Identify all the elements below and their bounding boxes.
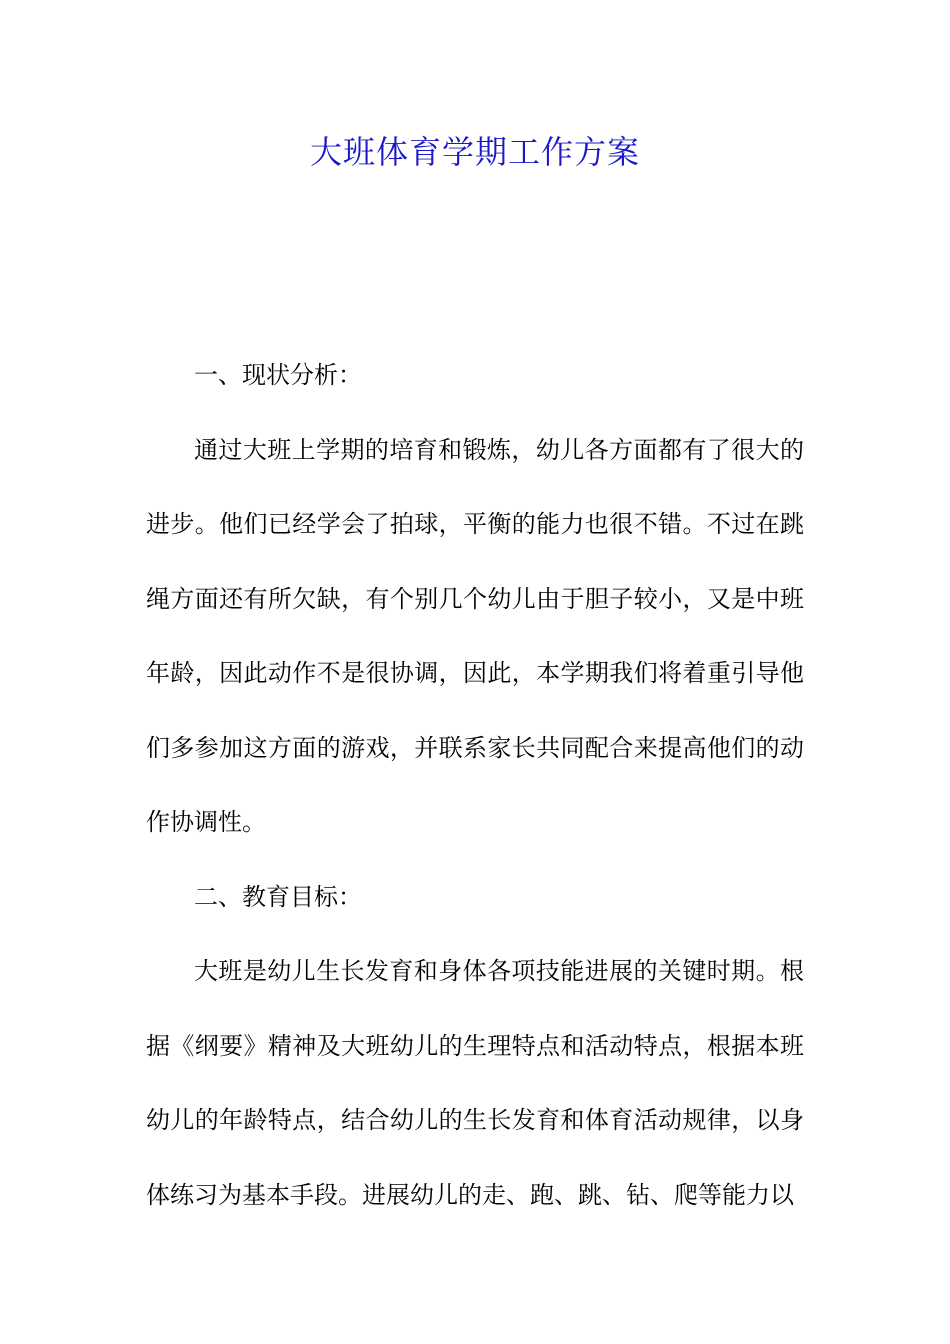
section-heading-education-goals: 二、教育目标： <box>194 882 362 911</box>
document-title: 大班体育学期工作方案 <box>309 133 640 171</box>
section-paragraph-status-analysis: 通过大班上学期的培育和锻炼，幼儿各方面都有了很大的进步。他们已经学会了拍球，平衡的能力也很不错。不过在跳绳方面还有所欠缺，有个别几个幼儿由于胆子较小，又是中班年龄，因此动作不是很协调，因此，本学期我们将着重引导他们多参加这方面的游戏，并联系家长共同配合来提高他们的动作协调性。 <box>146 435 804 836</box>
section-heading-status-analysis: 一、现状分析： <box>194 361 362 389</box>
section-paragraph-education-goals: 大班是幼儿生长发育和身体各项技能进展的关键时期。根据《纲要》精神及大班幼儿的生理特点和活动特点，根据本班幼儿的年龄特点，结合幼儿的生长发育和体育活动规律，以身体练习为基本手段。进展幼儿的走、跑、跳、钻、爬等能力以 <box>146 957 804 1209</box>
document-body <box>146 338 804 1232</box>
